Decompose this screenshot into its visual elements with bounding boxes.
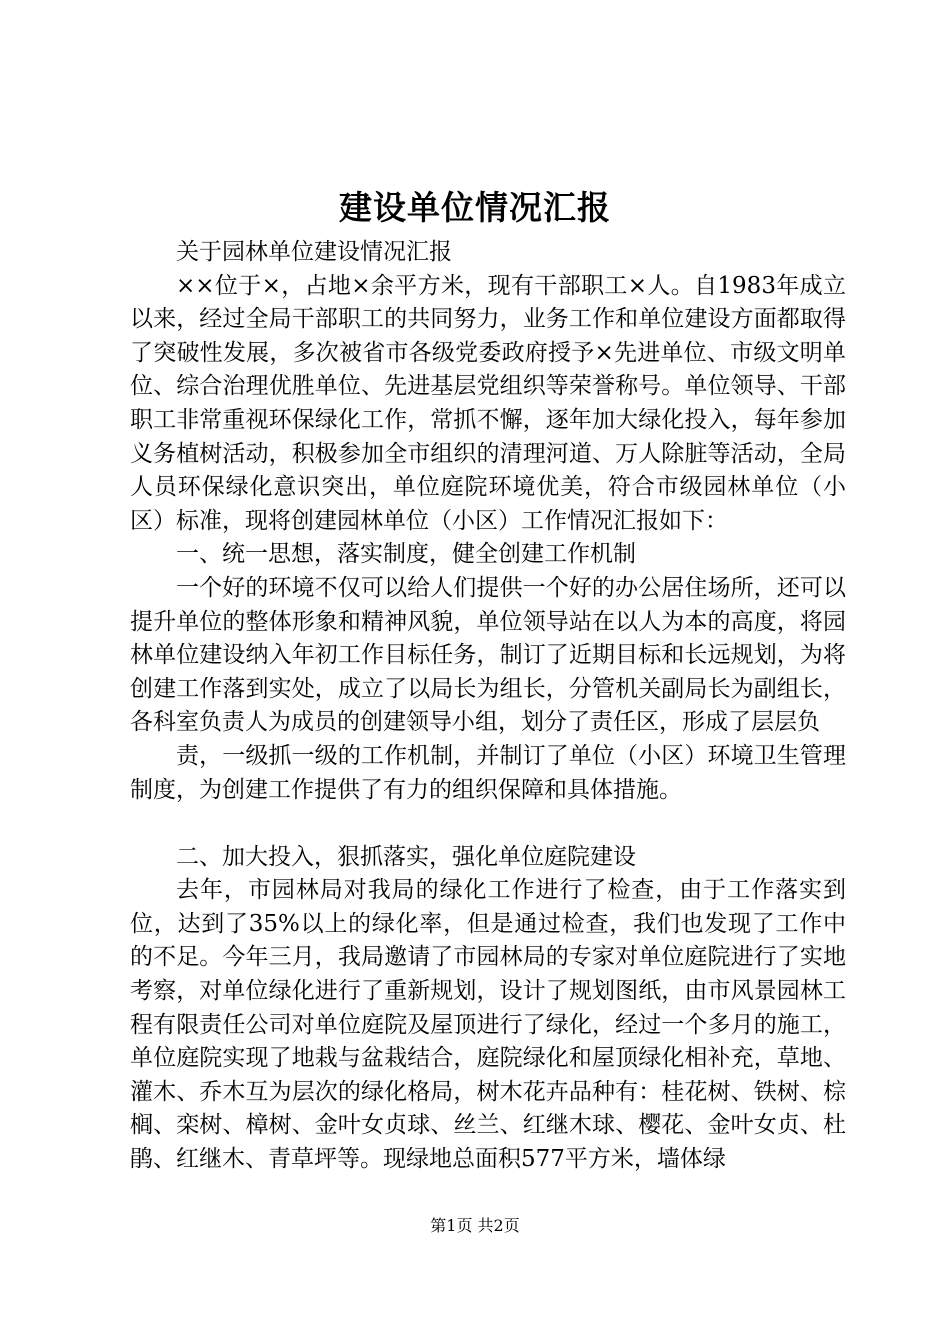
document-title: 建设单位情况汇报 <box>339 188 611 227</box>
subtitle-paragraph: 关于园林单位建设情况汇报 <box>176 239 452 265</box>
intro-paragraph: ××位于×，占地×余平方米，现有干部职工×人。自1983年成立以来，经过全局干部职工的共同努力，业务工作和单位建设方面都取得了突破性发展，多次被省市各级党委政府授予×先进单位、市级文明单位、综合治理优胜单位、先进基层党组织等荣誉称号。单位领导、干部职工非常重视环保绿化工作，常抓不懈，逐年加大绿化投入，每年参加义务植树活动，积极参加全市组织的清理河道、万人除脏等活动，全局人员环保绿化意识突出，单位庭院环境优美，符合市级园林单位（小区）标准，现将创建园林单位（小区）工作情况汇报如下： <box>130 272 846 534</box>
paragraph-spacer <box>130 807 846 841</box>
page-footer: 第1页 共2页 <box>430 1216 520 1235</box>
section-1-continuation: 责，一级抓一级的工作机制，并制订了单位（小区）环境卫生管理制度，为创建工作提供了有力的组织保障和具体措施。 <box>130 742 846 803</box>
section-2-paragraph: 去年，市园林局对我局的绿化工作进行了检查，由于工作落实到位，达到了35%以上的绿化率，但是通过检查，我们也发现了工作中的不足。今年三月，我局邀请了市园林局的专家对单位庭院进行了实地考察，对单位绿化进行了重新规划，设计了规划图纸，由市风景园林工程有限责任公司对单位庭院及屋顶进行了绿化，经过一个多月的施工，单位庭院实现了地栽与盆栽结合，庭院绿化和屋顶绿化相补充，草地、灌木、乔木互为层次的绿化格局，树木花卉品种有：桂花树、铁树、棕榈、栾树、樟树、金叶女贞球、丝兰、红继木球、樱花、金叶女贞、杜鹃、红继木、青草坪等。现绿地总面积577平方米，墙体绿 <box>130 877 846 1173</box>
document-body <box>130 236 846 1177</box>
section-heading-1: 一、统一思想，落实制度，健全创建工作机制 <box>176 541 636 568</box>
section-heading-2: 二、加大投入，狠抓落实，强化单位庭院建设 <box>176 843 636 870</box>
section-1-paragraph: 一个好的环境不仅可以给人们提供一个好的办公居住场所，还可以提升单位的整体形象和精神风貌，单位领导站在以人为本的高度，将园林单位建设纳入年初工作目标任务，制订了近期目标和长远规划，为将创建工作落到实处，成立了以局长为组长，分管机关副局长为副组长，各科室负责人为成员的创建领导小组，划分了责任区，形成了层层负 <box>130 574 846 736</box>
